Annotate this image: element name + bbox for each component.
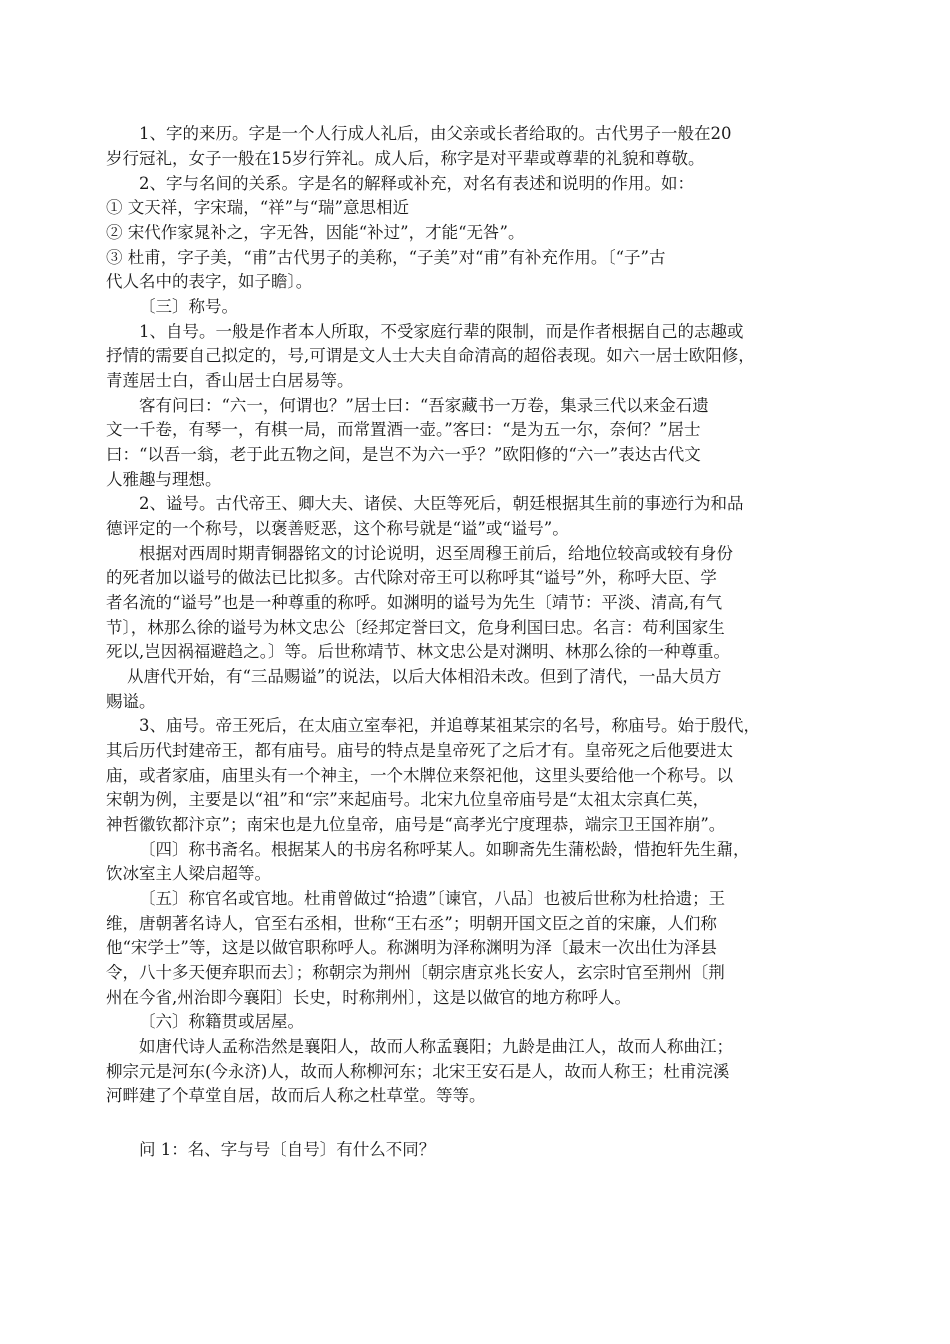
text-line: 他“宋学士”等，这是以做官职称呼人。称渊明为泽称渊明为泽〔最末一次出仕为泽县 xyxy=(106,938,717,957)
text-line: 的死者加以谥号的做法已比拟多。古代除对帝王可以称呼其“谥号”外，称呼大臣、学 xyxy=(106,568,717,587)
text-line: 2、字与名间的关系。字是名的解释或补充，对名有表述和说明的作用。如： xyxy=(139,174,694,193)
question-line: 问 1：名、字与号〔自号〕有什么不同？ xyxy=(139,1140,436,1159)
section-heading: 〔四〕称书斋名。根据某人的书房名称呼某人。如聊斋先生蒲松龄，惜抱轩先生鼐， xyxy=(139,840,750,859)
text-line: 人雅趣与理想。 xyxy=(106,470,222,489)
text-line: 1、字的来历。字是一个人行成人礼后，由父亲或长者给取的。古代男子一般在20 xyxy=(139,124,732,143)
text-line: 河畔建了个草堂自居，故而后人称之杜草堂。等等。 xyxy=(106,1086,486,1105)
text-line: ① 文天祥，字宋瑞，“祥”与“瑞”意思相近 xyxy=(106,198,409,217)
text-line: 维，唐朝著名诗人，官至右丞相，世称“王右丞”；明朝开国文臣之首的宋廉，人们称 xyxy=(106,914,717,933)
text-line: 其后历代封建帝王，都有庙号。庙号的特点是皇帝死了之后才有。皇帝死之后他要进太 xyxy=(106,741,733,760)
text-line: 3、庙号。帝王死后，在太庙立室奉祀，并追尊某祖某宗的名号，称庙号。始于殷代， xyxy=(139,716,760,735)
text-line: 客有问曰：“六一，何谓也？”居士曰：“吾家藏书一万卷，集录三代以来金石遗 xyxy=(139,396,709,415)
text-line: 文一千卷，有琴一，有棋一局，而常置酒一壶。”客曰：“是为五一尔，奈何？”居士 xyxy=(106,420,701,439)
text-line: 从唐代开始，有“三品赐谥”的说法，以后大体相沿未改。但到了清代，一品大员方 xyxy=(127,667,722,686)
text-line: 死以,岂因祸福避趋之。〕等。后世称靖节、林文忠公是对渊明、林那么徐的一种尊重。 xyxy=(106,642,730,661)
text-line: 曰：“以吾一翁，老于此五物之间，是岂不为六一乎？”欧阳修的“六一”表达古代文 xyxy=(106,445,701,464)
text-line: 饮冰室主人梁启超等。 xyxy=(106,864,271,883)
text-line: 令，八十多天便弃职而去〕；称朝宗为荆州〔朝宗唐京兆长安人，玄宗时官至荆州〔荆 xyxy=(106,963,725,982)
text-line: 德评定的一个称号，以褒善贬恶，这个称号就是“谥”或“谥号”。 xyxy=(106,519,569,538)
text-line: 节〕，林那么徐的谥号为林文忠公〔经邦定誉曰文，危身利国曰忠。名言：苟利国家生 xyxy=(106,618,725,637)
text-line: 赐谥。 xyxy=(106,692,156,711)
text-line: ② 宋代作家晁补之，字无咎，因能“补过”，才能“无咎”。 xyxy=(106,223,525,242)
text-line: 者名流的“谥号”也是一种尊重的称呼。如渊明的谥号为先生〔靖节：平淡、清高,有气 xyxy=(106,593,723,612)
text-line: 1、自号。一般是作者本人所取，不受家庭行辈的限制，而是作者根据自己的志趣或 xyxy=(139,322,744,341)
text-line: 根据对西周时期青铜器铭文的讨论说明，迟至周穆王前后，给地位较高或较有身份 xyxy=(139,544,733,563)
text-line: 青莲居士白，香山居士白居易等。 xyxy=(106,371,354,390)
section-heading: 〔五〕称官名或官地。杜甫曾做过“拾遗”〔谏官，八品〕也被后世称为杜拾遗；王 xyxy=(139,889,726,908)
text-line: 岁行冠礼，女子一般在15岁行笄礼。成人后，称字是对平辈或尊辈的礼貌和尊敬。 xyxy=(106,149,705,168)
text-line: 神哲徽钦都汴京”；南宋也是九位皇帝，庙号是“高孝光宁度理恭，端宗卫王国祚崩”。 xyxy=(106,815,726,834)
section-heading: 〔六〕称籍贯或居屋。 xyxy=(139,1012,304,1031)
text-line: 抒情的需要自己拟定的，号,可谓是文人士大夫自命清高的超俗表现。如六一居士欧阳修， xyxy=(106,346,755,365)
section-heading: 〔三〕称号。 xyxy=(139,297,238,316)
text-line: 如唐代诗人孟称浩然是襄阳人，故而人称孟襄阳；九龄是曲江人，故而人称曲江； xyxy=(139,1037,733,1056)
text-line: 柳宗元是河东(今永济)人，故而人称柳河东；北宋王安石是人，故而人称王；杜甫浣溪 xyxy=(106,1062,730,1081)
text-line: 代人名中的表字，如子瞻〕。 xyxy=(106,272,313,291)
text-line: ③ 杜甫，字子美，“甫”古代男子的美称，“子美”对“甫”有补充作用。〔“子”古 xyxy=(106,248,666,267)
text-line: 宋朝为例，主要是以“祖”和“宗”来起庙号。北宋九位皇帝庙号是“太祖太宗真仁英， xyxy=(106,790,710,809)
text-line: 庙，或者家庙，庙里头有一个神主，一个木牌位来祭祀他，这里头要给他一个称号。以 xyxy=(106,766,733,785)
text-line: 2、谥号。古代帝王、卿大夫、诸侯、大臣等死后，朝廷根据其生前的事迹行为和品 xyxy=(139,494,744,513)
text-line: 州在今省,州治即今襄阳〕长史，时称荆州〕，这是以做官的地方称呼人。 xyxy=(106,988,631,1007)
